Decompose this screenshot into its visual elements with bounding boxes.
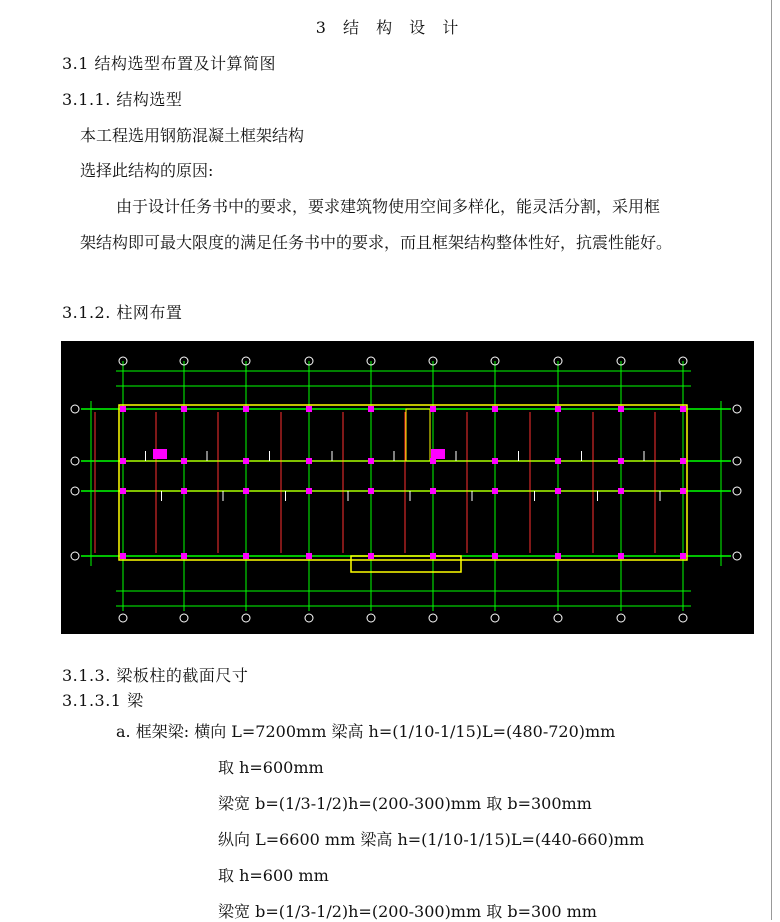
paragraph-reason-line-2: 架结构即可最大限度的满足任务书中的要求，而且框架结构整体性好，抗震性能好。 (80, 233, 673, 252)
frame-column (680, 488, 686, 494)
frame-column (430, 488, 436, 494)
frame-column (492, 553, 498, 559)
frame-column (181, 553, 187, 559)
stair-wall (406, 409, 430, 461)
axis-bubble (429, 614, 437, 622)
section-3-1-3-1-heading: 3.1.3.1 梁 (62, 691, 144, 710)
frame-column (430, 553, 436, 559)
frame-column (243, 406, 249, 412)
frame-column (492, 488, 498, 494)
frame-column (680, 406, 686, 412)
cad-floor-plan (61, 341, 754, 634)
frame-column (243, 553, 249, 559)
frame-column (181, 458, 187, 464)
axis-bubble (554, 614, 562, 622)
axis-bubble (305, 614, 313, 622)
axis-bubble (679, 614, 687, 622)
axis-bubble (733, 552, 741, 560)
axis-bubble (71, 457, 79, 465)
frame-column (618, 488, 624, 494)
frame-column (120, 553, 126, 559)
frame-column (430, 406, 436, 412)
axis-bubble (180, 614, 188, 622)
frame-beam-height-choice: 取 h=600mm (218, 758, 324, 777)
wall-outline (119, 405, 687, 560)
frame-column (368, 553, 374, 559)
frame-column (181, 488, 187, 494)
frame-column (368, 406, 374, 412)
section-3-1-1-heading: 3.1.1. 结构选型 (62, 90, 183, 109)
axis-bubble (733, 487, 741, 495)
axis-bubble (71, 487, 79, 495)
entrance-wall (351, 556, 461, 572)
frame-column (306, 553, 312, 559)
frame-column (243, 458, 249, 464)
axis-bubble (367, 614, 375, 622)
axis-bubble (491, 614, 499, 622)
frame-column (120, 458, 126, 464)
column-grid-plan-drawing (61, 341, 754, 634)
section-3-1-2-heading: 3.1.2. 柱网布置 (62, 303, 183, 322)
frame-beam-longitudinal-height-choice: 取 h=600 mm (218, 866, 329, 885)
frame-column (555, 553, 561, 559)
frame-column (492, 406, 498, 412)
frame-column (555, 488, 561, 494)
axis-bubble (242, 614, 250, 622)
frame-column (306, 488, 312, 494)
section-3-1-3-heading: 3.1.3. 梁板柱的截面尺寸 (62, 666, 249, 685)
axis-bubble (71, 552, 79, 560)
stair-mark (153, 449, 167, 459)
frame-column (618, 458, 624, 464)
axis-bubble (733, 405, 741, 413)
axis-bubble (617, 614, 625, 622)
frame-column (368, 458, 374, 464)
axis-bubble (119, 614, 127, 622)
paragraph-structure-choice: 本工程选用钢筋混凝土框架结构 (80, 126, 305, 145)
frame-column (680, 553, 686, 559)
frame-column (181, 406, 187, 412)
frame-beam-longitudinal-width-line: 梁宽 b=(1/3-1/2)h=(200-300)mm 取 b=300 mm (218, 902, 597, 921)
frame-column (618, 406, 624, 412)
frame-column (306, 406, 312, 412)
frame-column (368, 488, 374, 494)
section-3-1-heading: 3.1 结构选型布置及计算简图 (62, 54, 277, 73)
frame-beam-width-line: 梁宽 b=(1/3-1/2)h=(200-300)mm 取 b=300mm (218, 794, 592, 813)
axis-bubble (71, 405, 79, 413)
frame-column (120, 488, 126, 494)
paragraph-reason-line-1: 由于设计任务书中的要求，要求建筑物使用空间多样化，能灵活分割，采用框 (116, 197, 661, 216)
frame-column (555, 406, 561, 412)
page-border (771, 0, 772, 920)
frame-column (492, 458, 498, 464)
stair-mark (431, 449, 445, 459)
frame-column (306, 458, 312, 464)
chapter-title: 3 结 构 设 计 (315, 18, 465, 37)
frame-beam-transverse-line: a. 框架梁: 横向 L=7200mm 梁高 h=(1/10-1/15)L=(480-720)mm (116, 722, 616, 741)
frame-column (120, 406, 126, 412)
axis-bubble (733, 457, 741, 465)
paragraph-reason-label: 选择此结构的原因: (80, 161, 214, 180)
frame-column (618, 553, 624, 559)
frame-beam-longitudinal-line: 纵向 L=6600 mm 梁高 h=(1/10-1/15)L=(440-660)mm (218, 830, 645, 849)
frame-column (555, 458, 561, 464)
frame-column (680, 458, 686, 464)
frame-column (243, 488, 249, 494)
